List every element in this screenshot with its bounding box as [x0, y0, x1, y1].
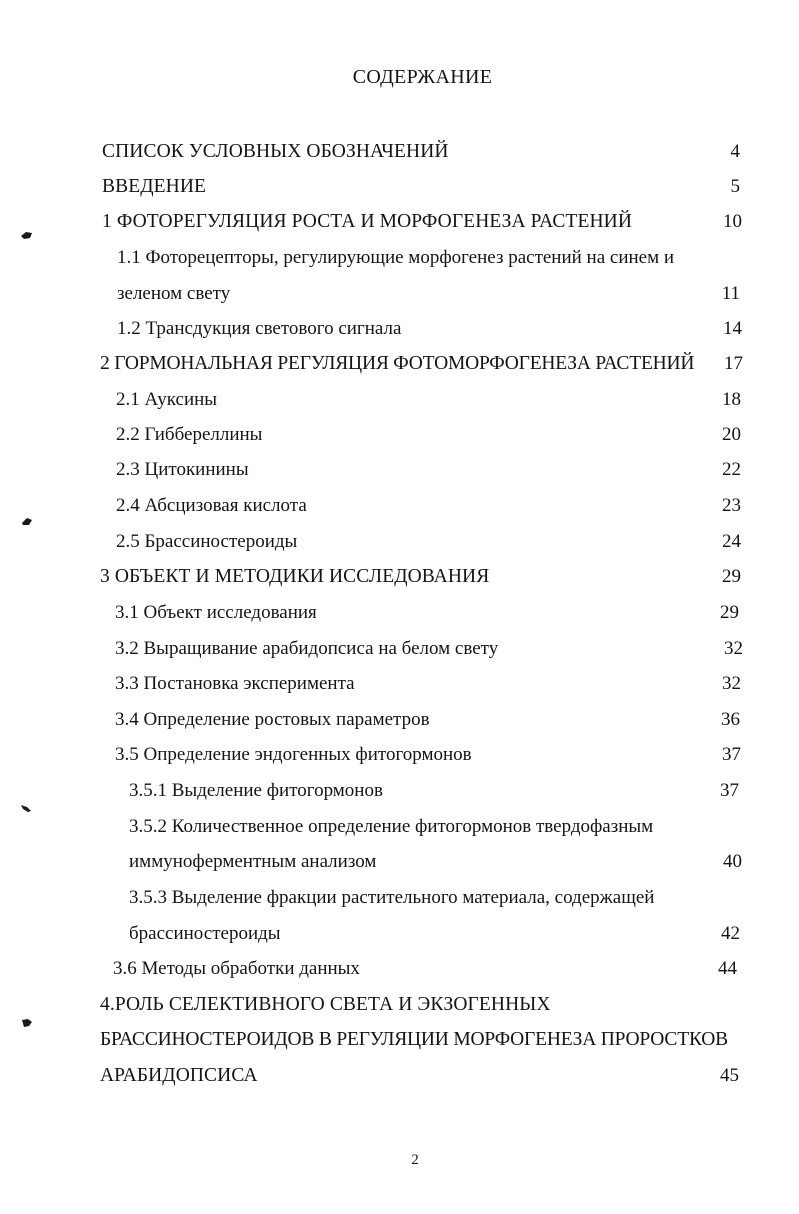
toc-entry-introduction: ВВЕДЕНИЕ — [102, 176, 207, 197]
toc-entry-section-3-6: 3.6 Методы обработки данных — [113, 958, 360, 979]
toc-page-number: 14 — [723, 318, 742, 339]
toc-entry-list-of-abbreviations: СПИСОК УСЛОВНЫХ ОБОЗНАЧЕНИЙ — [102, 141, 449, 162]
toc-entry-chapter-2: 2 ГОРМОНАЛЬНАЯ РЕГУЛЯЦИЯ ФОТОМОРФОГЕНЕЗА РАСТЕНИЙ — [100, 353, 695, 374]
scan-mark-icon — [20, 802, 34, 814]
toc-entry-section-1-1-cont: зеленом свету — [117, 283, 231, 304]
toc-entry-chapter-4-cont-2: АРАБИДОПСИСА — [100, 1065, 258, 1086]
toc-entry-section-1-2: 1.2 Трансдукция светового сигнала — [117, 318, 402, 339]
page-title: СОДЕРЖАНИЕ — [352, 66, 493, 88]
toc-entry-chapter-4: 4.РОЛЬ СЕЛЕКТИВНОГО СВЕТА И ЭКЗОГЕННЫХ — [100, 994, 551, 1015]
toc-entry-section-3-2: 3.2 Выращивание арабидопсиса на белом свету — [115, 638, 499, 659]
toc-entry-section-3-5-2: 3.5.2 Количественное определение фитогормонов твердофазным — [129, 816, 654, 837]
toc-entry-section-3-5-1: 3.5.1 Выделение фитогормонов — [129, 780, 383, 801]
toc-page-number: 40 — [723, 851, 742, 872]
toc-page-number: 23 — [722, 495, 741, 516]
toc-entry-section-3-5-3-cont: брассиностероиды — [129, 923, 281, 944]
toc-page-number: 37 — [722, 744, 741, 765]
toc-entry-section-2-2: 2.2 Гиббереллины — [116, 424, 263, 445]
toc-page-number: 5 — [730, 176, 740, 197]
toc-page-number: 17 — [724, 353, 743, 374]
toc-entry-section-3-4: 3.4 Определение ростовых параметров — [115, 709, 430, 730]
toc-entry-section-3-3: 3.3 Постановка эксперимента — [115, 673, 355, 694]
toc-page-number: 24 — [722, 531, 741, 552]
toc-page-number: 45 — [720, 1065, 739, 1086]
toc-page-number: 32 — [724, 638, 743, 659]
toc-entry-section-2-5: 2.5 Брассиностероиды — [116, 531, 298, 552]
page-number: 2 — [411, 1152, 419, 1168]
toc-page-number: 4 — [730, 141, 740, 162]
toc-entry-section-2-3: 2.3 Цитокинины — [116, 459, 249, 480]
toc-page-number: 10 — [723, 211, 742, 232]
toc-page-number: 20 — [722, 424, 741, 445]
toc-entry-chapter-1: 1 ФОТОРЕГУЛЯЦИЯ РОСТА И МОРФОГЕНЕЗА РАСТЕНИЙ — [102, 211, 633, 232]
toc-entry-section-2-1: 2.1 Ауксины — [116, 389, 218, 410]
toc-page-number: 11 — [721, 283, 740, 304]
toc-entry-section-3-5-3: 3.5.3 Выделение фракции растительного материала, содержащей — [129, 887, 655, 908]
toc-entry-chapter-3: 3 ОБЪЕКТ И МЕТОДИКИ ИССЛЕДОВАНИЯ — [100, 566, 490, 587]
toc-entry-section-2-4: 2.4 Абсцизовая кислота — [116, 495, 307, 516]
toc-entry-section-3-5: 3.5 Определение эндогенных фитогормонов — [115, 744, 472, 765]
toc-page-number: 37 — [720, 780, 739, 801]
toc-page-number: 29 — [722, 566, 741, 587]
toc-entry-section-1-1: 1.1 Фоторецепторы, регулирующие морфогенез растений на синем и — [117, 247, 675, 268]
toc-page-number: 42 — [721, 923, 740, 944]
toc-page-number: 18 — [722, 389, 741, 410]
scan-mark-icon — [20, 1016, 34, 1028]
scan-mark-icon — [20, 515, 34, 527]
toc-page-number: 44 — [718, 958, 737, 979]
toc-page-number: 32 — [722, 673, 741, 694]
scan-mark-icon — [20, 229, 34, 241]
toc-entry-section-3-5-2-cont: иммуноферментным анализом — [129, 851, 377, 872]
toc-page-number: 36 — [721, 709, 740, 730]
toc-entry-section-3-1: 3.1 Объект исследования — [115, 602, 317, 623]
toc-page-number: 29 — [720, 602, 739, 623]
toc-entry-chapter-4-cont: БРАССИНОСТЕРОИДОВ В РЕГУЛЯЦИИ МОРФОГЕНЕЗА ПРОРОСТКОВ — [100, 1029, 728, 1050]
toc-page-number: 22 — [722, 459, 741, 480]
